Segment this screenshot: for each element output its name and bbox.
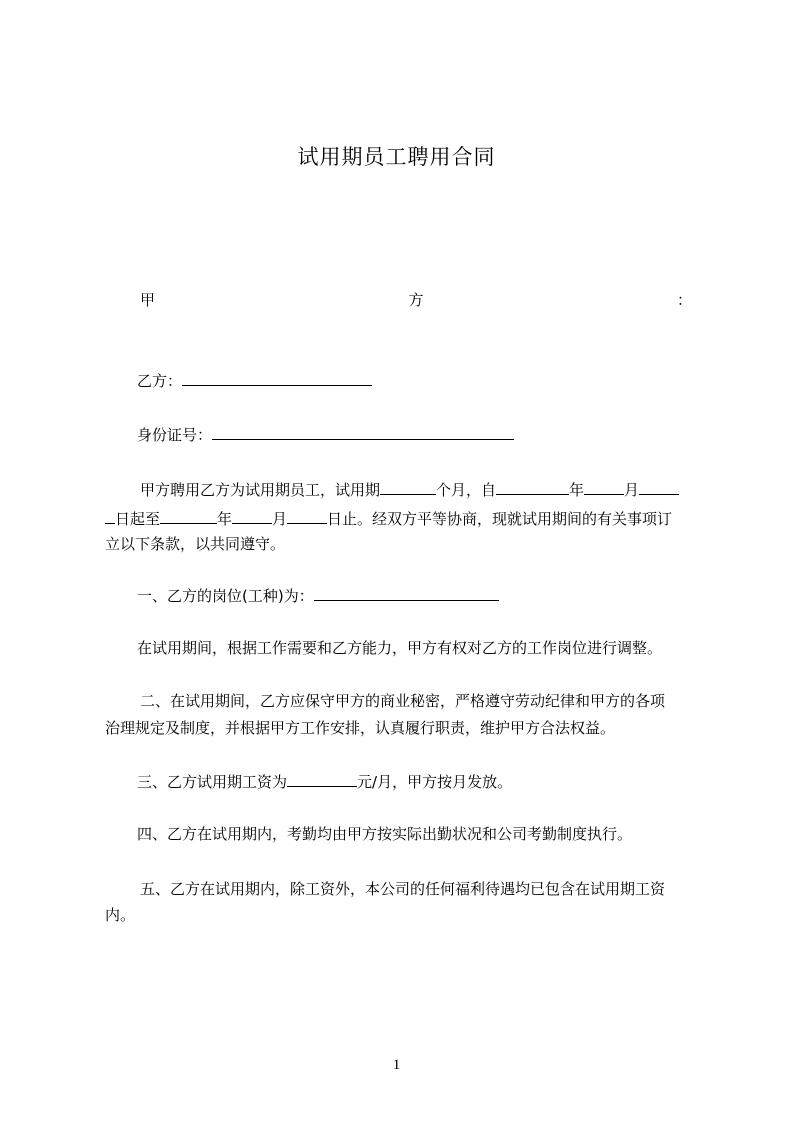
clause-3-text-b: 元/月，甲方按月发放。 (357, 773, 513, 791)
end-day-blank[interactable] (287, 508, 327, 524)
party-a-colon: ： (676, 291, 692, 309)
party-a-char-2: 方 (408, 291, 424, 309)
party-a-line (140, 290, 692, 310)
id-number-line (137, 424, 514, 445)
party-b-label: 乙方： (137, 372, 183, 390)
intro-text-2b: 年 (217, 510, 233, 528)
clause-3-text-a: 三、乙方试用期工资为 (137, 773, 288, 791)
intro-line-1 (140, 479, 679, 500)
clause-1-note: 在试用期间，根据工作需要和乙方能力，甲方有权对乙方的工作岗位进行调整。 (137, 639, 663, 657)
clause-2-line-1: 二、在试用期间，乙方应保守甲方的商业秘密，严格遵守劳动纪律和甲方的各项 (140, 692, 666, 710)
clause-1-label: 一、乙方的岗位(工种)为： (137, 587, 314, 605)
start-day-blank-cont[interactable] (105, 508, 115, 524)
intro-text-2a: 日起至 (115, 510, 161, 528)
clause-1-line (137, 585, 499, 606)
party-a-char-1: 甲 (140, 291, 156, 309)
clause-3-line (137, 771, 512, 792)
intro-text-1a: 甲方聘用乙方为试用期员工，试用期 (140, 481, 381, 499)
clause-5-line-2: 内。 (105, 906, 136, 924)
party-b-blank[interactable] (182, 370, 372, 386)
document-title: 试用期员工聘用合同 (297, 145, 496, 169)
intro-text-2d: 日止。经双方平等协商，现就试用期间的有关事项订 (327, 510, 673, 528)
id-number-label: 身份证号： (137, 426, 213, 444)
intro-text-1d: 月 (624, 481, 640, 499)
id-number-blank[interactable] (212, 424, 514, 440)
position-blank[interactable] (314, 585, 499, 601)
clause-2-line-2: 治理规定及制度，并根据甲方工作安排，认真履行职责，维护甲方合法权益。 (105, 719, 616, 737)
intro-line-2 (105, 508, 672, 529)
party-b-line (137, 370, 372, 391)
clause-4-line: 四、乙方在试用期内，考勤均由甲方按实际出勤状况和公司考勤制度执行。 (137, 825, 633, 843)
probation-months-blank[interactable] (380, 479, 436, 495)
page-number: 1 (392, 1057, 401, 1073)
clause-5-line-1: 五、乙方在试用期内，除工资外，本公司的任何福利待遇均已包含在试用期工资 (140, 880, 666, 898)
start-month-blank[interactable] (584, 479, 624, 495)
start-day-blank[interactable] (639, 479, 679, 495)
intro-text-1c: 年 (569, 481, 585, 499)
intro-text-2c: 月 (272, 510, 288, 528)
intro-line-3: 立以下条款，以共同遵守。 (105, 535, 286, 553)
salary-blank[interactable] (287, 771, 357, 787)
start-year-blank[interactable] (496, 479, 569, 495)
intro-text-1b: 个月，自 (436, 481, 497, 499)
end-year-blank[interactable] (160, 508, 217, 524)
end-month-blank[interactable] (232, 508, 272, 524)
